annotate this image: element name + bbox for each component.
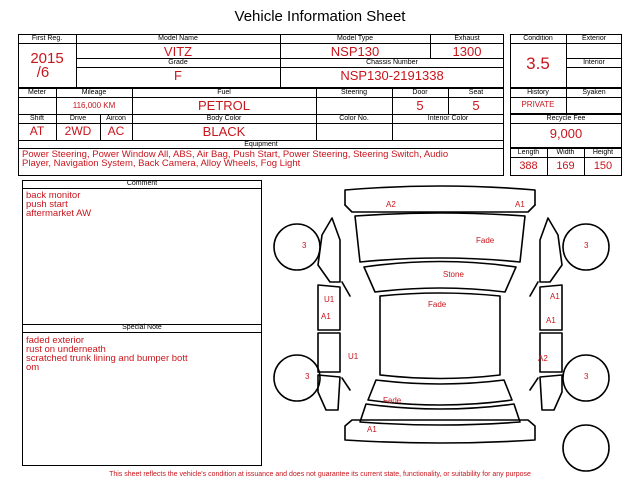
shift-value: AT: [29, 124, 45, 138]
drive-value: 2WD: [64, 124, 92, 138]
special-note-line: scratched trunk lining and bumper bott: [26, 353, 188, 364]
drive-label: Drive: [69, 115, 87, 122]
color-no-label: Color No.: [339, 115, 369, 122]
grade-label: Grade: [168, 59, 188, 66]
comment-line: aftermarket AW: [26, 208, 92, 219]
model-type-label: Model Type: [336, 35, 374, 42]
steering-label: Steering: [340, 89, 368, 96]
width-label: Width: [556, 149, 575, 156]
grade-value: F: [174, 68, 182, 83]
door-label: Door: [412, 89, 428, 96]
page-title: Vehicle Information Sheet: [234, 8, 406, 25]
door-value: 5: [416, 98, 424, 113]
first-reg-year: 2015: [30, 50, 64, 67]
damage-front-left-fender: U1: [324, 295, 335, 304]
damage-front-right-door: A1: [550, 292, 560, 301]
damage-front-left-door: A1: [321, 312, 331, 321]
exterior-label: Exterior: [581, 35, 607, 42]
shift-label: Shift: [29, 115, 44, 122]
damage-wheel-front-right: 3: [584, 241, 589, 250]
special-note-line: faded exterior: [26, 335, 85, 346]
mileage-label: Mileage: [81, 89, 107, 96]
damage-hood: Fade: [476, 236, 495, 245]
length-value: 388: [519, 160, 538, 172]
interior-label: Interior: [583, 59, 605, 66]
damage-front-bumper-right: A1: [515, 200, 525, 209]
special-note-line: rust on underneath: [26, 344, 106, 355]
chassis-number-label: Chassis Number: [366, 59, 418, 66]
equipment-label: Equipment: [244, 141, 278, 148]
aircon-label: Aircon: [106, 115, 126, 122]
body-color-value: BLACK: [202, 124, 246, 139]
seat-label: Seat: [468, 89, 484, 96]
recycle-fee-value: 9,000: [549, 126, 583, 141]
equipment-line-1: Power Steering, Power Window All, ABS, Air Bag, Push Start, Power Steering, Steering Switch, Audio: [22, 149, 449, 160]
spare-wheel: [563, 425, 609, 471]
syaken-label: Syaken: [582, 89, 606, 96]
comment-label: Comment: [126, 180, 158, 187]
comment-line: push start: [26, 199, 68, 210]
special-note-line: om: [26, 362, 40, 373]
damage-rear-left-door: U1: [348, 352, 359, 361]
first-reg-month: /6: [36, 64, 50, 81]
condition-value: 3.5: [526, 54, 550, 73]
damage-windshield: Stone: [443, 270, 464, 279]
wheel-rear-left: [274, 355, 320, 401]
exhaust-value: 1300: [452, 44, 482, 59]
mileage-value: 116,000 KM: [72, 101, 116, 110]
equipment-line-2: Player, Navigation System, Back Camera, Alloy Wheels, Fog Light: [22, 158, 301, 169]
damage-front-bumper-left: A2: [386, 200, 396, 209]
height-value: 150: [593, 160, 613, 172]
damage-rear-right-door: A1: [546, 316, 556, 325]
damage-wheel-front-left: 3: [302, 241, 307, 250]
special-note-label: Special Note: [122, 324, 162, 331]
damage-wheel-rear-left: 3: [305, 372, 310, 381]
damage-roof: Fade: [428, 300, 447, 309]
model-name-label: Model Name: [158, 35, 198, 42]
exhaust-label: Exhaust: [454, 35, 480, 42]
condition-label: Condition: [523, 35, 553, 42]
model-name-value: VITZ: [163, 44, 193, 59]
damage-trunk: Fade: [383, 396, 402, 405]
aircon-value: AC: [107, 124, 125, 138]
damage-rear-right-fender: A2: [538, 354, 548, 363]
length-label: Length: [517, 149, 540, 156]
body-color-label: Body Color: [206, 115, 242, 122]
damage-rear-bumper: A1: [367, 425, 377, 434]
recycle-fee-label: Recycle Fee: [546, 115, 586, 122]
height-label: Height: [592, 149, 614, 156]
fuel-label: Fuel: [217, 89, 231, 96]
meter-label: Meter: [28, 89, 46, 96]
seat-value: 5: [472, 98, 480, 113]
history-label: History: [527, 89, 549, 96]
fuel-value: PETROL: [197, 98, 250, 113]
damage-wheel-rear-right: 3: [584, 372, 589, 381]
first-reg-label: First Reg.: [31, 35, 63, 42]
model-type-value: NSP130: [330, 44, 380, 59]
chassis-number-value: NSP130-2191338: [340, 68, 444, 83]
comment-line: back monitor: [26, 190, 81, 201]
interior-color-label: Interior Color: [427, 115, 469, 122]
footer-disclaimer: This sheet reflects the vehicle's condition at issuance and does not guarantee its current state, functionality, or suitability for any purpose: [109, 471, 531, 478]
history-value: PRIVATE: [521, 100, 555, 109]
width-value: 169: [556, 160, 575, 172]
wheel-front-left: [274, 224, 320, 270]
